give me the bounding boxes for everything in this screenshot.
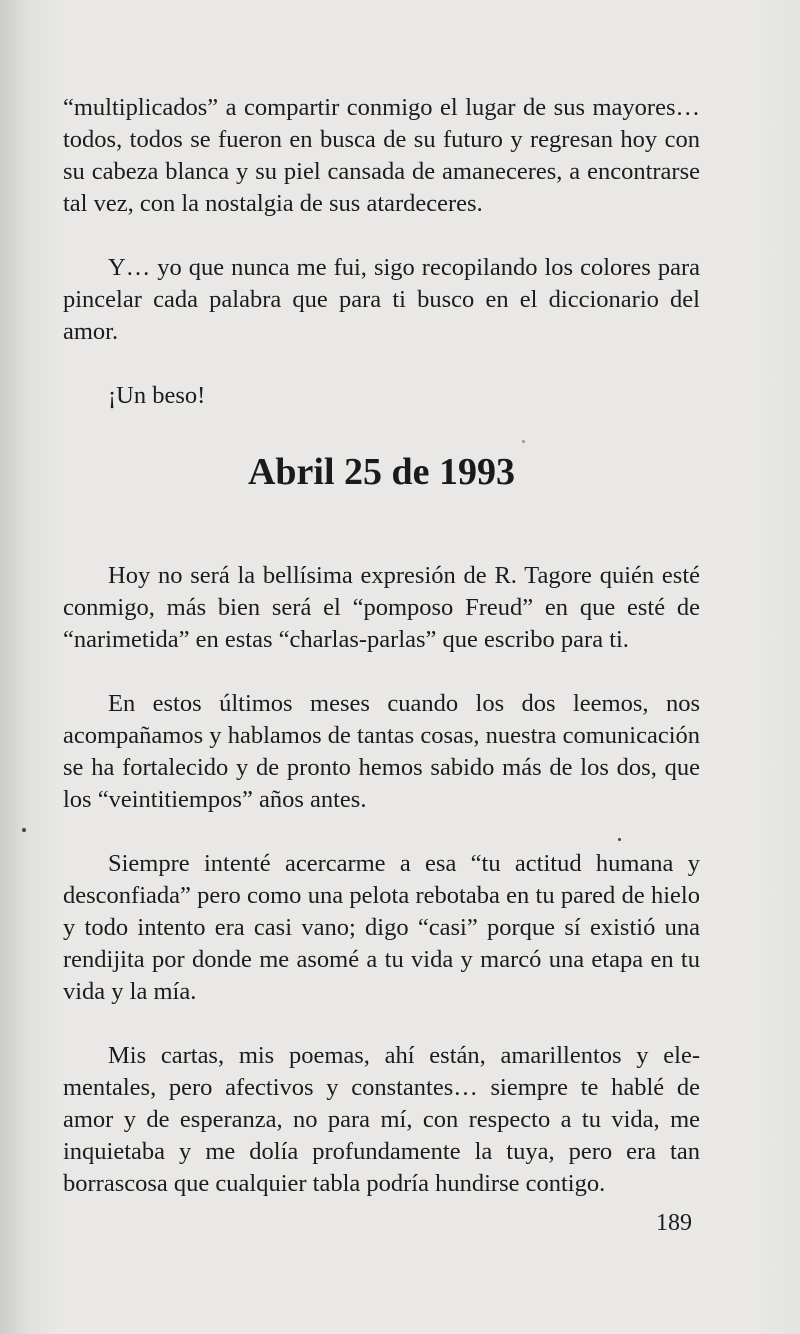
dust-speck [522,440,525,443]
bottom-text-block [63,560,700,1200]
page-number: 189 [656,1210,692,1236]
paragraph-ultimos-meses: En estos últimos meses cuando los dos leemos, nos acompañamos y hablamos de tantas cosas, nuestra comunicación se ha fortalecido y de pronto hemos sabido más de los dos, que los “veintitiempos” años antes. [63,690,700,813]
paragraph-un-beso: ¡Un beso! [108,382,206,409]
top-text-block [63,92,700,412]
paragraph-siempre-intente: Siempre intenté acercarme a esa “tu actitud humana y desconfiada” pero como una pelota rebotaba en tu pared de hielo y todo intento era casi vano; digo “casi” porque sí existió una rendijita por donde me asomé a tu vida y marcó una etapa en tu vida y la mía. [63,850,700,1005]
dust-speck [22,828,26,832]
section-heading-date: Abril 25 de 1993 [247,451,516,493]
paragraph-tagore: Hoy no será la bellísima expresión de R. Tagore quién esté conmigo, más bien será el “pomposo Freud” en que esté de “narimetida” en estas “charlas-parlas” que escribo para ti. [63,562,700,653]
paragraph-mis-cartas: Mis cartas, mis poemas, ahí están, amarillentos y elementales, pero afectivos y constantes… siempre te hablé de amor y de esperanza, no para mí, con respecto a tu vida, me inquietaba y me dolía profundamente la tuya, pero era tan borrascosa que cualquier tabla podría hundirse contigo. [63,1042,700,1197]
paragraph-multiplicados: “multiplicados” a compartir conmigo el lugar de sus mayores… todos, todos se fueron en busca de su futuro y regresan hoy con su cabeza blanca y su piel cansada de amaneceres, a encontrarse tal vez, con la nostalgia de sus atardeceres. [63,94,700,217]
dust-speck [618,838,621,841]
paragraph-recopilando: Y… yo que nunca me fui, sigo recopilando los colores para pincelar cada palabra que para ti busco en el diccionario del amor. [63,254,700,345]
